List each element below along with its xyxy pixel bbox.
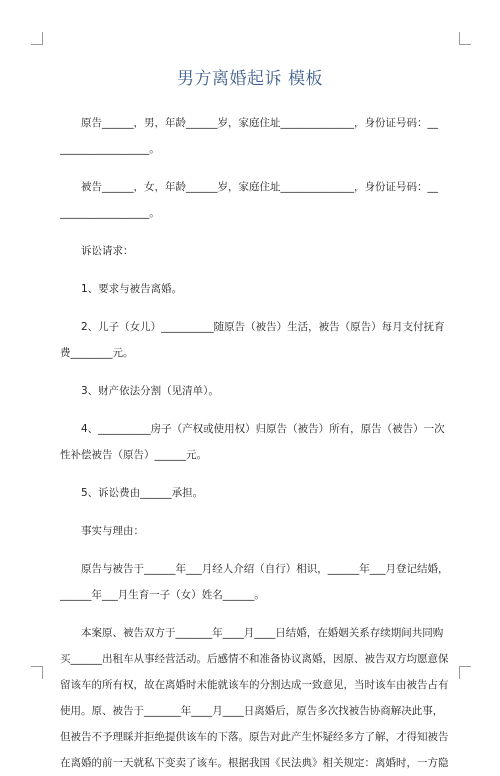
- paragraph-line: _________________。: [60, 143, 160, 155]
- paragraph-line: 诉讼请求：: [81, 245, 134, 257]
- paragraph-gap: [60, 366, 444, 378]
- paragraph-line: 在离婚的前一天就私下变卖了该车。根据我国《民法典》相关规定：离婚时，一方隐: [60, 757, 449, 769]
- crop-mark-bottom-left: [31, 666, 43, 679]
- paragraph-line: 4、__________房子（产权或使用权）归原告（被告）所有，原告（被告）一次: [81, 423, 445, 435]
- paragraph-line: 留该车的所有权，故在离婚时未能就该车的分割达成一致意见，当时该车由被告占有: [60, 679, 449, 691]
- paragraph-gap: [60, 264, 444, 276]
- paragraph-gap: [60, 608, 444, 620]
- crop-mark-top-left: [31, 32, 43, 45]
- paragraph-gap: [60, 302, 444, 314]
- document-body: [60, 110, 449, 776]
- claim-5: [60, 480, 444, 506]
- paragraph-gap: [60, 544, 444, 556]
- paragraph-line: 原告与被告于______年___月经人介绍（自行）相识，______年___月登记结婚，: [81, 563, 449, 575]
- facts-paragraph: [60, 556, 449, 608]
- paragraph-line: 事实与理由：: [81, 525, 144, 537]
- claim-4: [60, 416, 444, 468]
- paragraph-line: 5、诉讼费由______承担。: [81, 487, 204, 499]
- defendant-info: [60, 174, 444, 226]
- claim-3: [60, 378, 444, 404]
- paragraph-line: ______年___月生育一子（女）姓名______。: [60, 589, 265, 601]
- crop-mark-bottom-right: [459, 666, 471, 679]
- paragraph-line: 买______出租车从事经营活动。后感情不和准备协议离婚，因原、被告双方均愿意保: [60, 653, 449, 665]
- paragraph-line: 原告______，男，年龄______岁，家庭住址______________，身份证号码：__: [81, 117, 438, 129]
- paragraph-line: 使用。原、被告于_______年____月____日离婚后，原告多次找被告协商解决此事，: [60, 705, 444, 717]
- paragraph-gap: [60, 162, 444, 174]
- paragraph-line: 本案原、被告双方于_______年____月____日结婚，在婚姻关系存续期间共同购: [81, 627, 444, 639]
- claim-1: [60, 276, 444, 302]
- paragraph-line: 费________元。: [60, 347, 134, 359]
- facts-heading: [60, 518, 444, 544]
- paragraph-line: 1、要求与被告离婚。: [81, 283, 183, 295]
- case-details-paragraph: [60, 620, 449, 776]
- paragraph-gap: [60, 226, 444, 238]
- paragraph-line: 被告______，女，年龄______岁，家庭住址______________，身份证号码：__: [81, 181, 438, 193]
- paragraph-line: 性补偿被告（原告）______元。: [60, 449, 207, 461]
- claims-heading: [60, 238, 444, 264]
- paragraph-gap: [60, 468, 444, 480]
- paragraph-line: 3、财产依法分割（见清单）。: [81, 385, 219, 397]
- paragraph-line: 但被告不予理睬并拒绝提供该车的下落。原告对此产生怀疑经多方了解，才得知被告: [60, 731, 449, 743]
- paragraph-gap: [60, 404, 444, 416]
- plaintiff-info: [60, 110, 444, 162]
- document-title: 男方离婚起诉 模板: [177, 69, 323, 89]
- crop-mark-top-right: [459, 32, 471, 45]
- claim-2: [60, 314, 444, 366]
- paragraph-line: _________________。: [60, 207, 160, 219]
- paragraph-line: 2、儿子（女儿）__________随原告（被告）生活，被告（原告）每月支付抚育: [81, 321, 445, 333]
- paragraph-gap: [60, 506, 444, 518]
